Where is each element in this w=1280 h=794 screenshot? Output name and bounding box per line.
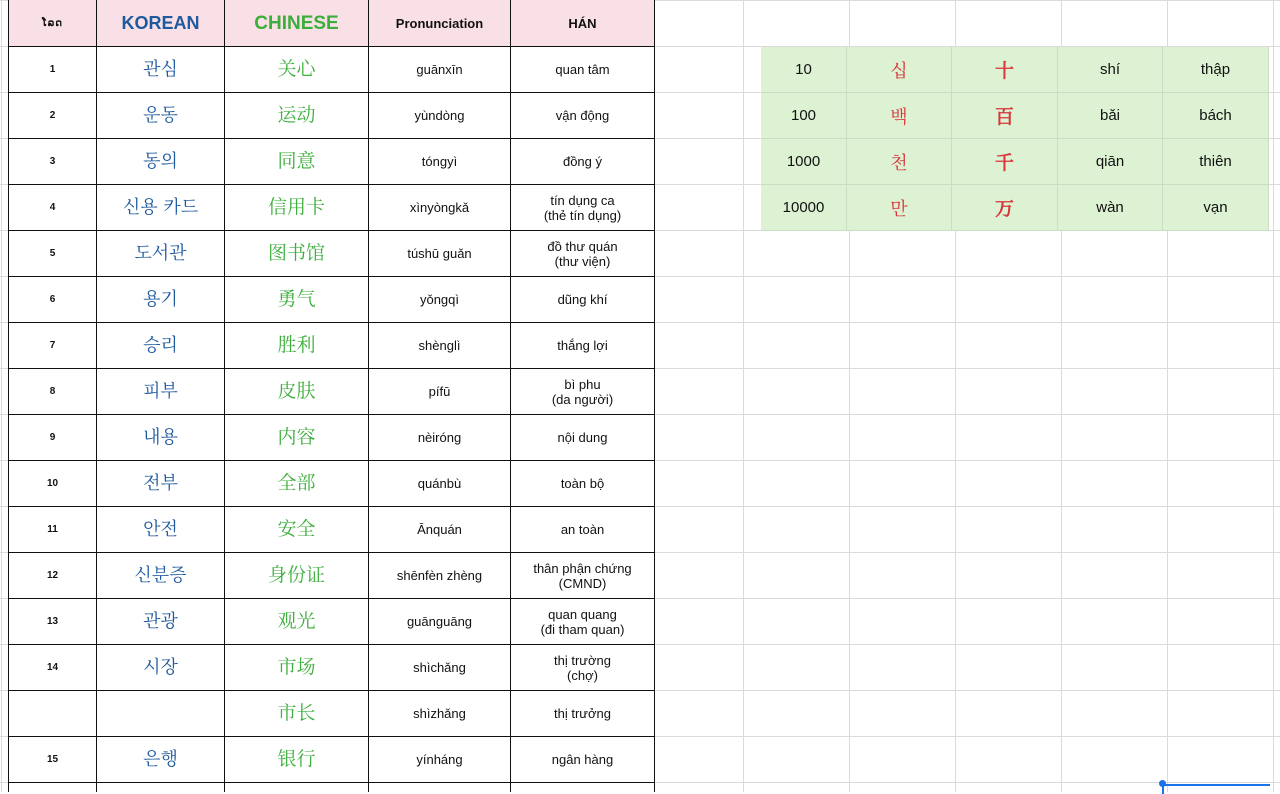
table-row: [8, 461, 655, 507]
cell-chinese[interactable]: [225, 783, 369, 792]
cell-pronunciation[interactable]: tóngyì: [369, 139, 511, 184]
cell-pronunciation[interactable]: guānxīn: [369, 47, 511, 92]
cell-chinese[interactable]: 全部: [225, 461, 369, 506]
number-cell-value[interactable]: 10000: [761, 185, 847, 231]
cell-han[interactable]: quan quang (đi tham quan): [511, 599, 655, 644]
cell-pronunciation[interactable]: xìnyòngkǎ: [369, 185, 511, 230]
number-cell-vietnamese[interactable]: thập: [1163, 47, 1269, 93]
cell-no[interactable]: 12: [8, 553, 97, 598]
cell-no[interactable]: 7: [8, 323, 97, 368]
number-cell-pinyin[interactable]: bǎi: [1058, 93, 1163, 139]
cell-pronunciation[interactable]: nèiróng: [369, 415, 511, 460]
cell-chinese[interactable]: 图书馆: [225, 231, 369, 276]
number-cell-korean[interactable]: 천: [847, 139, 952, 185]
number-cell-vietnamese[interactable]: thiên: [1163, 139, 1269, 185]
cell-pronunciation[interactable]: shēnfèn zhèng: [369, 553, 511, 598]
number-cell-korean[interactable]: 백: [847, 93, 952, 139]
cell-korean[interactable]: 피부: [97, 369, 225, 414]
cell-han[interactable]: bì phu (da người): [511, 369, 655, 414]
cell-no[interactable]: [8, 691, 97, 736]
cell-pronunciation[interactable]: Ānquán: [369, 507, 511, 552]
header-cell-korean[interactable]: KOREAN: [97, 0, 225, 46]
table-row: [8, 277, 655, 323]
cell-pronunciation[interactable]: yǒngqì: [369, 277, 511, 322]
number-cell-vietnamese[interactable]: vạn: [1163, 185, 1269, 231]
cell-chinese[interactable]: 观光: [225, 599, 369, 644]
cell-chinese[interactable]: 安全: [225, 507, 369, 552]
cell-korean[interactable]: 관광: [97, 599, 225, 644]
cell-korean[interactable]: [97, 783, 225, 792]
table-row: [8, 783, 655, 792]
cell-han[interactable]: quan tâm: [511, 47, 655, 92]
number-cell-value[interactable]: 1000: [761, 139, 847, 185]
cell-korean[interactable]: 관심: [97, 47, 225, 92]
cell-pronunciation[interactable]: túshū guǎn: [369, 231, 511, 276]
table-row: [8, 507, 655, 553]
number-cell-pinyin[interactable]: qiān: [1058, 139, 1163, 185]
cell-pronunciation[interactable]: quánbù: [369, 461, 511, 506]
cell-no[interactable]: 3: [8, 139, 97, 184]
table-row: [8, 231, 655, 277]
selection-fill-handle[interactable]: [1159, 780, 1166, 787]
number-cell-chinese[interactable]: 十: [952, 47, 1058, 93]
number-cell-chinese[interactable]: 万: [952, 185, 1058, 231]
cell-han[interactable]: an toàn: [511, 507, 655, 552]
cell-chinese[interactable]: 银行: [225, 737, 369, 782]
table-row: [8, 645, 655, 691]
cell-no[interactable]: 6: [8, 277, 97, 322]
cell-korean[interactable]: 동의: [97, 139, 225, 184]
number-row: [761, 139, 1269, 185]
cell-korean[interactable]: 시장: [97, 645, 225, 690]
table-row: [8, 737, 655, 783]
numbers-table: [761, 47, 1269, 231]
cell-han[interactable]: dũng khí: [511, 277, 655, 322]
cell-chinese[interactable]: 同意: [225, 139, 369, 184]
number-cell-pinyin[interactable]: shí: [1058, 47, 1163, 93]
cell-chinese[interactable]: 信用卡: [225, 185, 369, 230]
vocabulary-table: [8, 0, 655, 792]
cell-han[interactable]: thân phận chứng (CMND): [511, 553, 655, 598]
cell-pronunciation[interactable]: shènglì: [369, 323, 511, 368]
cell-han[interactable]: ngân hàng: [511, 737, 655, 782]
cell-pronunciation[interactable]: yùndòng: [369, 93, 511, 138]
cell-korean[interactable]: 안전: [97, 507, 225, 552]
cell-korean[interactable]: 내용: [97, 415, 225, 460]
cell-no[interactable]: 1: [8, 47, 97, 92]
number-row: [761, 93, 1269, 139]
table-row: [8, 415, 655, 461]
cell-korean[interactable]: 용기: [97, 277, 225, 322]
cell-han[interactable]: thị trường (chợ): [511, 645, 655, 690]
cell-chinese[interactable]: 胜利: [225, 323, 369, 368]
header-cell-pronunciation[interactable]: Pronunciation: [369, 0, 511, 46]
cell-chinese[interactable]: 市场: [225, 645, 369, 690]
header-cell-no[interactable]: ໂລດ: [8, 0, 97, 46]
table-row: [8, 323, 655, 369]
cell-chinese[interactable]: 关心: [225, 47, 369, 92]
cell-han[interactable]: thị trưởng: [511, 691, 655, 736]
table-row: [8, 139, 655, 185]
cell-korean[interactable]: [97, 691, 225, 736]
cell-no[interactable]: 11: [8, 507, 97, 552]
number-cell-korean[interactable]: 만: [847, 185, 952, 231]
table-row: [8, 185, 655, 231]
cell-chinese[interactable]: 运动: [225, 93, 369, 138]
cell-pronunciation[interactable]: [369, 783, 511, 792]
cell-pronunciation[interactable]: shìzhǎng: [369, 691, 511, 736]
cell-han[interactable]: đồ thư quán (thư viện): [511, 231, 655, 276]
cell-no[interactable]: 5: [8, 231, 97, 276]
cell-chinese[interactable]: 皮肤: [225, 369, 369, 414]
cell-no[interactable]: 14: [8, 645, 97, 690]
number-cell-pinyin[interactable]: wàn: [1058, 185, 1163, 231]
cell-chinese[interactable]: 勇气: [225, 277, 369, 322]
header-cell-han[interactable]: HÁN: [511, 0, 655, 46]
cell-han[interactable]: nội dung: [511, 415, 655, 460]
cell-pronunciation[interactable]: guānguāng: [369, 599, 511, 644]
table-row: [8, 369, 655, 415]
number-cell-value[interactable]: 10: [761, 47, 847, 93]
cell-pronunciation[interactable]: pífū: [369, 369, 511, 414]
cell-selection-outline[interactable]: [1162, 784, 1270, 794]
table-row: [8, 553, 655, 599]
cell-no[interactable]: 15: [8, 737, 97, 782]
number-cell-vietnamese[interactable]: bách: [1163, 93, 1269, 139]
cell-no[interactable]: 10: [8, 461, 97, 506]
cell-han[interactable]: toàn bộ: [511, 461, 655, 506]
table-row: [8, 93, 655, 139]
cell-no[interactable]: 8: [8, 369, 97, 414]
cell-korean[interactable]: 신분증: [97, 553, 225, 598]
cell-chinese[interactable]: 身份证: [225, 553, 369, 598]
cell-chinese[interactable]: 市长: [225, 691, 369, 736]
number-row: [761, 185, 1269, 231]
cell-korean[interactable]: 은행: [97, 737, 225, 782]
cell-han[interactable]: vận động: [511, 93, 655, 138]
cell-no[interactable]: [8, 783, 97, 792]
cell-han[interactable]: tín dụng ca (thẻ tín dụng): [511, 185, 655, 230]
cell-korean[interactable]: 운동: [97, 93, 225, 138]
header-cell-chinese[interactable]: CHINESE: [225, 0, 369, 46]
table-row: [8, 599, 655, 645]
cell-no[interactable]: 4: [8, 185, 97, 230]
cell-korean[interactable]: 승리: [97, 323, 225, 368]
number-cell-chinese[interactable]: 百: [952, 93, 1058, 139]
cell-han[interactable]: [511, 783, 655, 792]
table-row: [8, 47, 655, 93]
header-row: [8, 0, 655, 47]
cell-korean[interactable]: 도서관: [97, 231, 225, 276]
cell-no[interactable]: 9: [8, 415, 97, 460]
cell-korean[interactable]: 신용 카드: [97, 185, 225, 230]
number-cell-korean[interactable]: 십: [847, 47, 952, 93]
cell-han[interactable]: thắng lợi: [511, 323, 655, 368]
cell-korean[interactable]: 전부: [97, 461, 225, 506]
cell-no[interactable]: 13: [8, 599, 97, 644]
cell-pronunciation[interactable]: yínháng: [369, 737, 511, 782]
cell-no[interactable]: 2: [8, 93, 97, 138]
table-row: [8, 691, 655, 737]
number-cell-value[interactable]: 100: [761, 93, 847, 139]
number-cell-chinese[interactable]: 千: [952, 139, 1058, 185]
cell-han[interactable]: đồng ý: [511, 139, 655, 184]
cell-pronunciation[interactable]: shìchǎng: [369, 645, 511, 690]
number-row: [761, 47, 1269, 93]
cell-chinese[interactable]: 内容: [225, 415, 369, 460]
